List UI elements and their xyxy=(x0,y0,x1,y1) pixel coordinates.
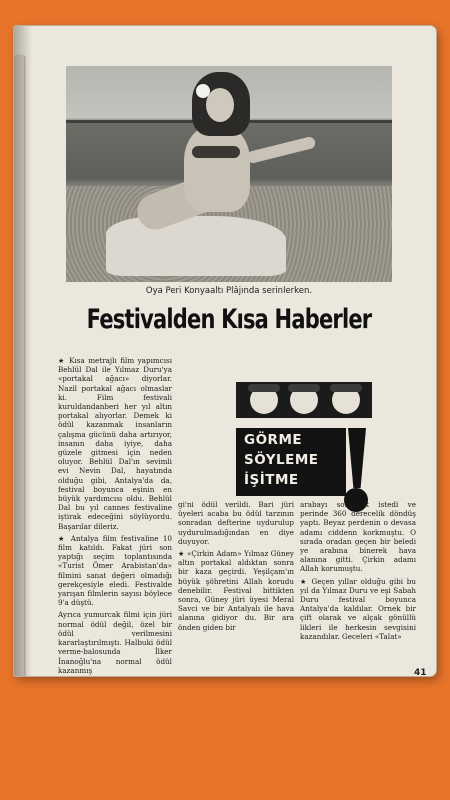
page-number: 41 xyxy=(414,668,427,676)
cartoon-hat-icon xyxy=(288,384,320,392)
photo-caption: Oya Peri Konyaaltı Plâjında serinlerken. xyxy=(145,286,313,296)
article-column-1 xyxy=(58,356,172,676)
spine-shadow xyxy=(14,26,32,676)
paragraph: arabayı sollamak istedi ve perinde 360 derecelik döndüş yaptı. Beyaz perdenin o devasa adamı ciddenn korkmuştu. O sırada oradan geçen bir beledi ye arabına binerek hava alanına gitti. Çirkin adamı Allah korumuştu. xyxy=(300,500,416,574)
advertisement-block xyxy=(236,428,346,496)
photo-figure-body xyxy=(184,126,250,212)
article-column-2 xyxy=(178,500,294,635)
ad-line-gorme: GÖRME xyxy=(244,432,303,448)
paragraph: ★ Antalya film festivaline 10 film katıldı. Fakat jüri son yaptığı seçim toplantısında «Turist Ömer Arabistan'da» filmini sanat değeri olmadığı gerekçesiyle eledi. Festivalde yarışan filmlerin sayısı böylece 9'a düştü. xyxy=(58,533,172,608)
ad-line-soyleme: SÖYLEME xyxy=(244,452,319,468)
ad-cartoon-faces xyxy=(236,382,372,418)
photo-figure-face xyxy=(206,88,234,122)
photo-figure-arm xyxy=(246,136,317,165)
photo-figure-bikini xyxy=(192,146,240,158)
paragraph: Ayrıca yumurcak filmi için jüri normal ödül değil, özel bir ödül verilmesini kararlaştırılmıştı. Halbuki ödül verme-balosunda İlker İnanoğlu'na normal ödül kazanmış xyxy=(58,610,172,675)
paragraph: gi'ni ödül verildi. Bari jüri üyeleri acaba bu ödül tarzının sonradan defterine uydurulup uydurulmadığından en diye duyuyor. xyxy=(178,500,294,546)
ad-line-isitme: İŞİTME xyxy=(244,472,299,488)
cartoon-hat-icon xyxy=(330,384,362,392)
magazine-page xyxy=(14,26,436,676)
paragraph: ★ Kısa metrajlı film yapımcısı Behlül Dal ile Yılmaz Duru'ya «portakal ağacı» diyorlar. Nazil portakal ağacı olmaslar ki. Film festivali kuruldandanberi her yıl altın portakal alıyorlar. Demek ki ödül kazanmak insanların çalışma gücünü daha artırıyor, insanın daha iyiye, daha güzele gitmesi için neden oluyor. Behlül Dal'ın sevimli evi Nevin Dal, hayatında olduğu gibi, Antalya'da da, festival boyunca eşinin en büyük yardımcısı oldu. Behlül Dal bu yıl cannes festivaline iştirak edeceğini söylüyordu. Başarılar dileriz. xyxy=(58,356,172,531)
exclamation-mark-icon xyxy=(342,428,372,488)
flower-icon xyxy=(196,84,210,98)
cartoon-hat-icon xyxy=(248,384,280,392)
article-headline: Festivalden Kısa Haberler xyxy=(86,304,372,334)
beach-photo xyxy=(66,66,392,282)
paragraph: ★ Geçen yıllar olduğu gibi bu yıl da Yılmaz Duru ve eşi Sabah Duru festival boyunca Antalya'da kaldılar. Ornek bir çift olarak ve alçak gönüllü likleri ile herkesin sevgisini kazandılar. Geceleri «Talat» xyxy=(300,576,416,641)
photo-towel xyxy=(106,216,286,276)
article-column-3 xyxy=(300,500,416,644)
paragraph: ★ «Çirkin Adam» Yılmaz Güney altın portakal aldıktan sonra bir kaza geçirdi. Yeşilçam'ın büyük şöhretini Allah korudu denebilir. Festival bittikten sonra, Güney jüri üyesi Meral Savci ve bir Antalyalı ile hava alanına gidiyor du. Bir ara önden giden bir xyxy=(178,549,294,632)
